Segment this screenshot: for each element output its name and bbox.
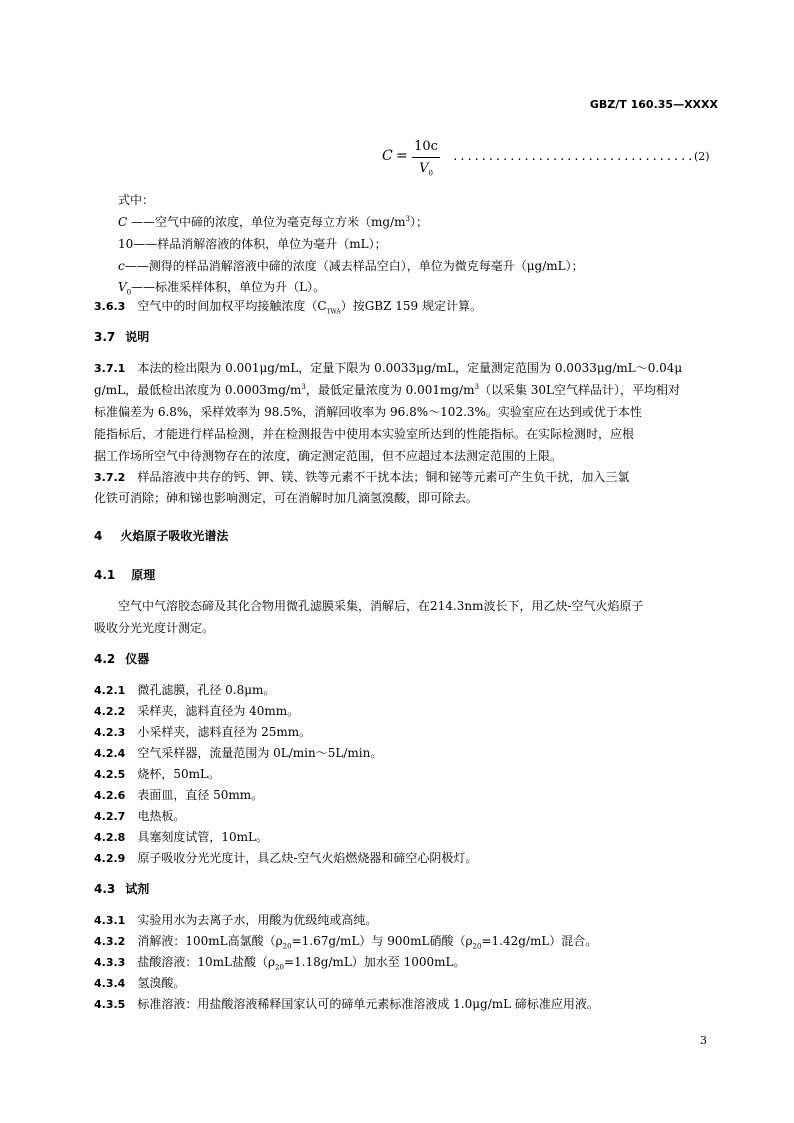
formula-fraction (412, 138, 440, 177)
item-4-2-3: 4.2.3 小采样夹，滤料直径为 25mm。 (94, 725, 312, 739)
doc-code-header: GBZ/T 160.35—XXXX (589, 98, 718, 111)
item-4-3-4: 4.3.4 氢溴酸。 (94, 976, 186, 990)
item-4-3-2: 4.3.2 消解液：100mL高氯酸$(\rho_{20}=1.67g/mL)$与 900mL硝酸$(\rho_{20}=1.42g/mL)$混合。 (94, 934, 598, 951)
section-4-1-line-1: 空气中气溶胶态碲及其化合物用微孔滤膜采集，消解后，在214.3nm波长下，用乙炔-空气火焰原子 (118, 599, 644, 613)
section-4-heading: 4 火焰原子吸收光谱法 (94, 529, 229, 543)
section-3-7-2-line-2: 化铁可消除；砷和锑也影响测定，可在消解时加几滴氢溴酸，即可除去。 (94, 491, 479, 505)
item-4-2-7: 4.2.7 电热板。 (94, 809, 186, 823)
formula-lhs: C (382, 148, 393, 164)
section-4-1-line-2: 吸收分光光度计测定。 (94, 621, 215, 635)
legend-item-c-lower: c——测得的样品消解溶液中碲的浓度（减去样品空白），单位为微克每毫升（μg/mL）； (118, 259, 584, 273)
section-3-7-heading: 3.7 说明 (94, 330, 150, 344)
fraction-bar (412, 157, 440, 158)
item-4-2-5: 4.2.5 烧杯，50mL。 (94, 767, 220, 781)
section-3-7-1-line-2: g/mL，最低检出浓度为 $0.0003mg/m^3$，最低定量浓度为 $0.001mg/m^3$（以采集 30L空气样品计），平均相对 (94, 383, 681, 397)
section-3-7-1-line-3: 标准偏差为 6.8%，采样效率为 98.5%，消解回收率为 96.8%～102.3%。实验室应在达到或优于本性 (94, 405, 642, 419)
section-3-7-2-line-1: 3.7.2 样品溶液中共存的钙、钾、镁、铁等元素不干扰本法；铜和铋等元素可产生负干扰，加入三氯 (94, 470, 630, 484)
formula-number: (2) (694, 150, 710, 163)
formula-denominator: $V_0$ (419, 161, 433, 178)
item-4-3-1: 4.3.1 实验用水为去离子水，用酸为优级纯或高纯。 (94, 913, 378, 927)
item-4-2-1: 4.2.1 微孔滤膜，孔径 0.8μm。 (94, 683, 276, 697)
section-4-2-heading: 4.2 仪器 (94, 652, 150, 666)
section-4-1-heading: 4.1 原理 (94, 568, 156, 582)
legend-item-v0: $V_0——$标准采样体积，单位为升（L）。 (118, 280, 326, 297)
page-number: 3 (700, 1034, 707, 1047)
section-3-7-1-line-5: 据工作场所空气中待测物存在的浓度，确定测定范围，但不应超过本法测定范围的上限。 (94, 449, 563, 463)
item-4-3-5: 4.3.5 标准溶液：用盐酸溶液稀释国家认可的碲单元素标准溶液成 1.0μg/mL 碲标准应用液。 (94, 997, 599, 1011)
formula-equals: = (396, 148, 408, 164)
item-4-2-4: 4.2.4 空气采样器，流量范围为 0L/min～5L/min。 (94, 746, 383, 760)
item-4-3-3: 4.3.3 盐酸溶液：10mL盐酸$(\rho_{20}=1.18g/mL)$加水至 1000mL。 (94, 955, 466, 972)
legend-item-c-upper: C ——空气中碲的浓度，单位为毫克每立方米$(mg/m^3)$； (118, 215, 428, 229)
item-4-2-2: 4.2.2 采样夹，滤料直径为 40mm。 (94, 704, 300, 718)
item-4-2-8: 4.2.8 具塞刻度试管，10mL。 (94, 830, 268, 844)
formula-leader-dots: .................................. (452, 150, 695, 163)
formula-2 (382, 138, 722, 182)
legend-intro: 式中： (118, 193, 155, 207)
section-3-7-1-line-1: 3.7.1 本法的检出限为 0.001μg/mL，定量下限为 0.0033μg/mL，定量测定范围为 0.0033μg/mL～0.04μ (94, 361, 683, 375)
section-3-7-1-line-4: 能指标后，才能进行样品检测，并在检测报告中使用本实验室所达到的性能指标。在实际检测时，应根 (94, 427, 635, 441)
section-4-3-heading: 4.3 试剂 (94, 882, 150, 896)
item-4-2-6: 4.2.6 表面皿，直径 50mm。 (94, 788, 264, 802)
legend-item-10: 10——样品消解溶液的体积，单位为毫升（mL）； (118, 237, 387, 251)
formula-numerator: 10c (414, 139, 438, 154)
item-4-2-9: 4.2.9 原子吸收分光光度计，具乙炔-空气火焰燃烧器和碲空心阴极灯。 (94, 851, 478, 865)
section-3-6-3: 3.6.3 空气中的时间加权平均接触浓度$(C_{TWA})$按GBZ 159 规定计算。 (94, 299, 482, 316)
